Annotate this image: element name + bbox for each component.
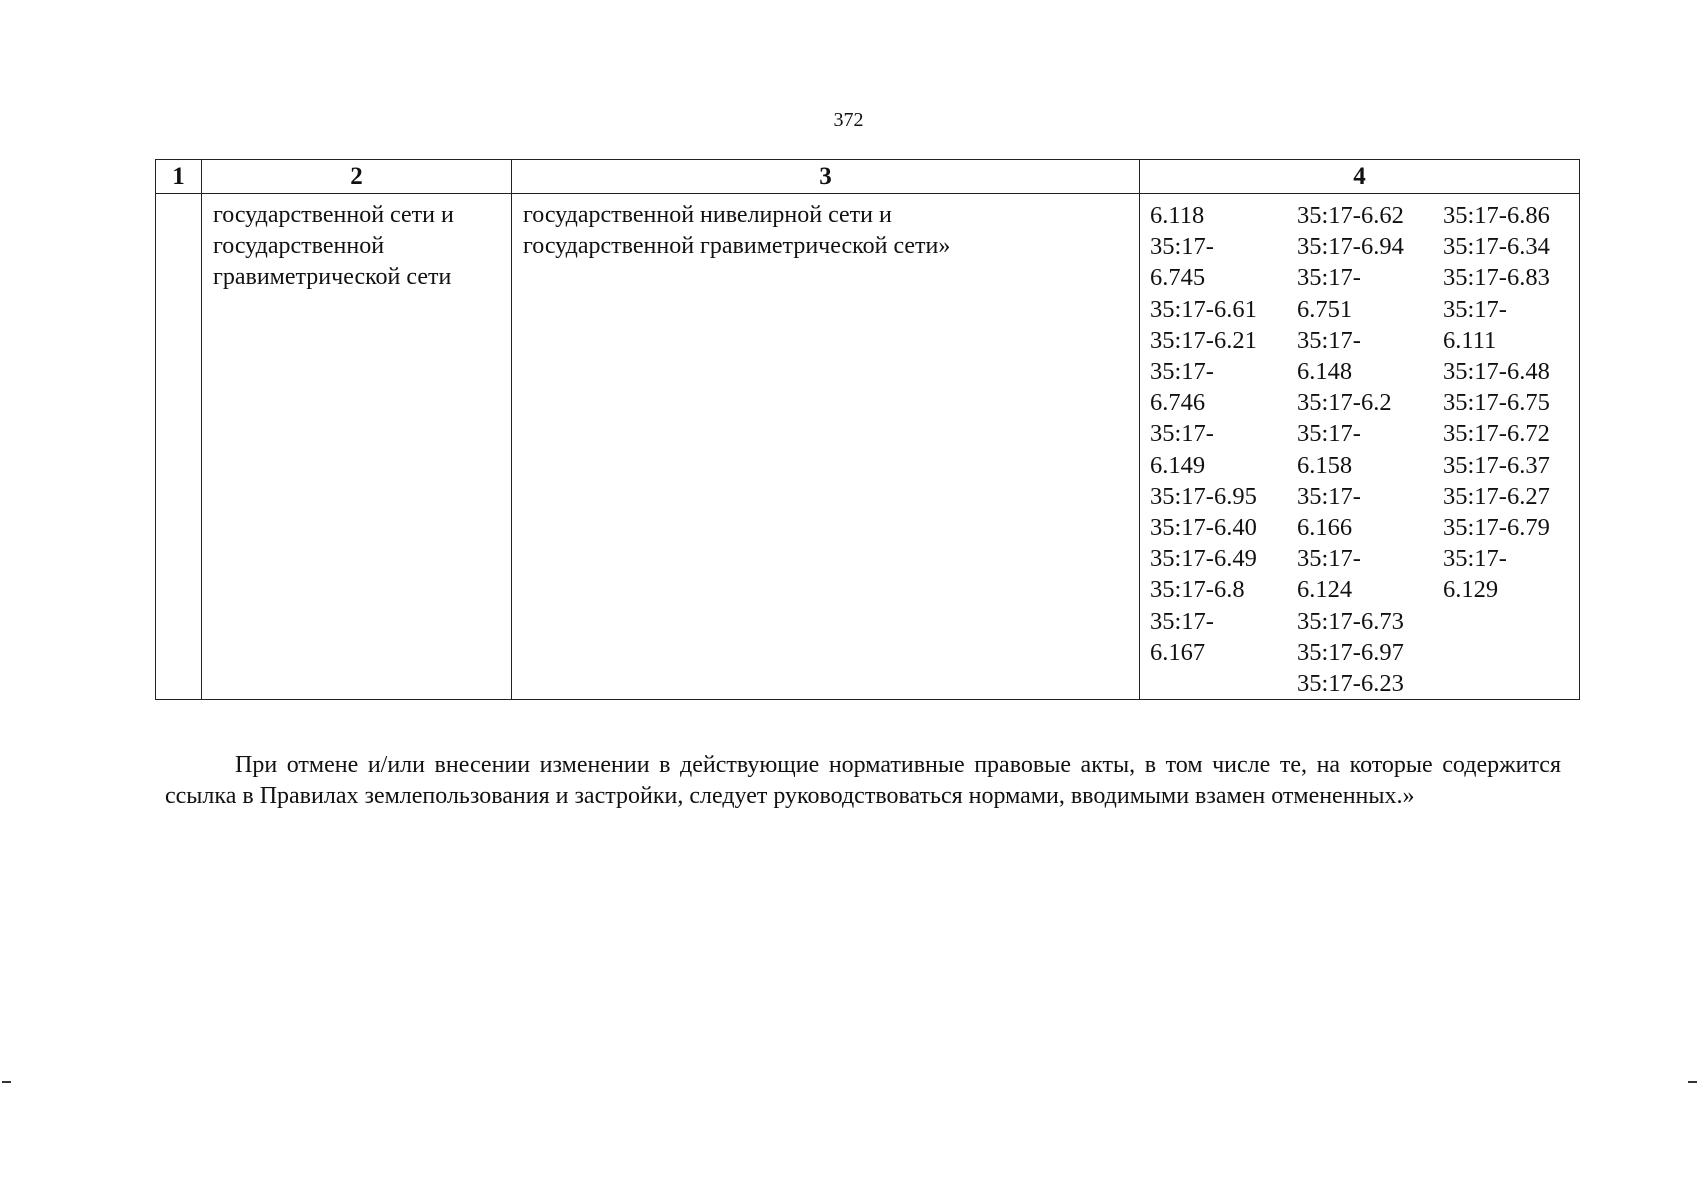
table-row [156,194,1580,700]
page-number: 372 [833,109,864,131]
document-table [155,159,1580,700]
left-edge-mark [2,1081,11,1083]
cell-description [512,194,1140,700]
code-column-3: 35:17-6.86 35:17-6.34 35:17-6.83 35:17- 6.111 35:17-6.48 35:17-6.75 35:17-6.72 35:17-6.37 35:17-6.27 35:17-6.79 35:17- 6.129 [1443,202,1550,604]
cell-name-text: государственной сети и государственной гравиметрической сети [213,202,454,290]
table-header-row [156,160,1580,194]
cell-cadastral-codes [1140,194,1580,700]
cell-description-text: государственной нивелирной сети и государственной гравиметрической сети» [523,202,951,259]
footnote-paragraph: При отмене и/или внесении изменении в действующие нормативные правовые акты, в том числе те, на которые содержится ссылка в Правилах землепользования и застройки, следует руководствоваться нормами, вводимыми взамен отмененных.» [165,752,1561,809]
column-header-2: 2 [202,160,512,194]
code-column-2: 35:17-6.62 35:17-6.94 35:17- 6.751 35:17- 6.148 35:17-6.2 35:17- 6.158 35:17- 6.166 35:17- 6.124 35:17-6.73 35:17-6.97 35:17-6.23 [1297,202,1404,698]
cell-number [156,194,202,700]
code-column-1: 6.118 35:17- 6.745 35:17-6.61 35:17-6.21 35:17- 6.746 35:17- 6.149 35:17-6.95 35:17-6.40 35:17-6.49 35:17-6.8 35:17- 6.167 [1150,202,1257,666]
right-edge-mark [1688,1081,1697,1083]
column-header-3: 3 [512,160,1140,194]
cell-number-text [156,194,201,200]
column-header-1: 1 [156,160,202,194]
cadastral-code-list [1140,194,1579,699]
cell-name [202,194,512,700]
column-header-4: 4 [1140,160,1580,194]
